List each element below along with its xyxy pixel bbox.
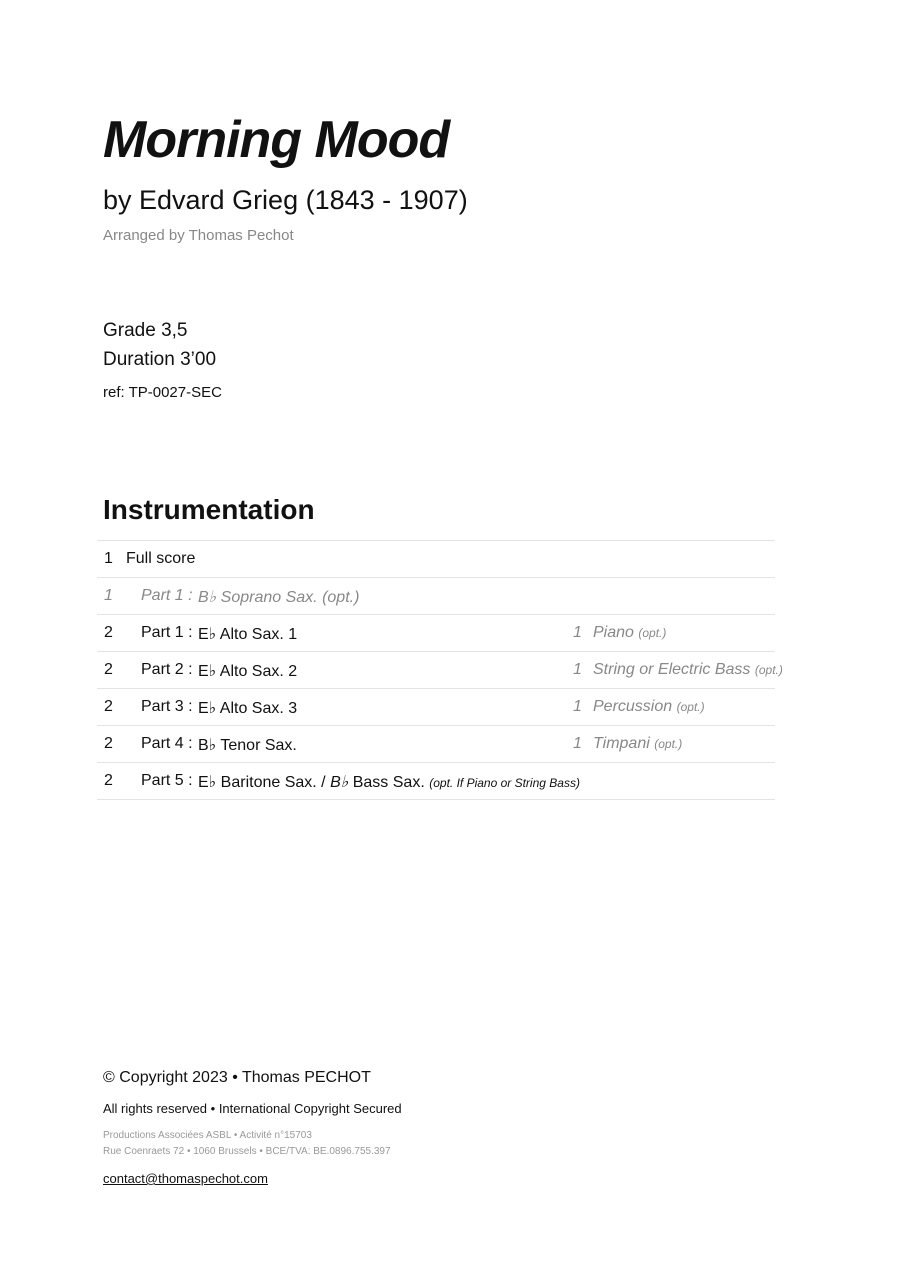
table-row-alto-sax-2 bbox=[97, 652, 783, 689]
rights-notice: All rights reserved • International Copyright Secured bbox=[103, 1101, 402, 1116]
table-row-full-score bbox=[97, 541, 775, 578]
table-row-tenor-sax bbox=[97, 726, 775, 763]
table-row-soprano-sax bbox=[97, 578, 775, 615]
table-row-baritone-sax bbox=[97, 763, 775, 800]
instrument-label: E♭ Alto Sax. 3 bbox=[198, 700, 298, 717]
grade: Grade 3,5 bbox=[103, 320, 188, 341]
part-label: Part 3 : bbox=[141, 698, 193, 715]
instrumentation-heading: Instrumentation bbox=[103, 494, 315, 525]
arranger-line: Arranged by Thomas Pechot bbox=[103, 227, 294, 244]
part-label: Part 2 : bbox=[141, 661, 193, 678]
quantity: 2 bbox=[104, 698, 113, 715]
quantity: 1 bbox=[104, 587, 113, 604]
contact-email-link[interactable]: contact@thomaspechot.com bbox=[103, 1171, 268, 1186]
quantity: 2 bbox=[104, 624, 113, 641]
instrumentation-table bbox=[97, 540, 783, 800]
table-row-alto-sax-3 bbox=[97, 689, 775, 726]
right-quantity: 1 bbox=[573, 661, 582, 678]
part-label: Part 1 : bbox=[141, 587, 193, 604]
instrument-label: E♭ Alto Sax. 2 bbox=[198, 663, 298, 680]
piece-title: Morning Mood bbox=[103, 111, 450, 169]
duration: Duration 3’00 bbox=[103, 349, 217, 370]
instrument-label: B♭ Soprano Sax. (opt.) bbox=[198, 589, 360, 606]
right-instrument: String or Electric Bass (opt.) bbox=[593, 661, 783, 678]
part-label: Part 1 : bbox=[141, 624, 193, 641]
instrument-label: B♭ Tenor Sax. bbox=[198, 737, 297, 754]
copyright-notice: © Copyright 2023 • Thomas PECHOT bbox=[103, 1069, 371, 1086]
right-quantity: 1 bbox=[573, 624, 582, 641]
right-instrument: Timpani (opt.) bbox=[593, 735, 683, 752]
right-instrument: Percussion (opt.) bbox=[593, 698, 705, 715]
instrument-label: E♭ Alto Sax. 1 bbox=[198, 626, 298, 643]
instrument-label: Full score bbox=[126, 550, 196, 567]
quantity: 2 bbox=[104, 772, 113, 789]
right-quantity: 1 bbox=[573, 735, 582, 752]
part-label: Part 4 : bbox=[141, 735, 193, 752]
right-instrument: Piano (opt.) bbox=[593, 624, 667, 641]
production-info-line-1: Productions Associées ASBL • Activité n°15703 bbox=[103, 1130, 312, 1141]
production-info-line-2: Rue Coenraets 72 • 1060 Brussels • BCE/TVA: BE.0896.755.397 bbox=[103, 1146, 391, 1157]
quantity: 1 bbox=[104, 550, 113, 567]
right-quantity: 1 bbox=[573, 698, 582, 715]
reference-code: ref: TP-0027-SEC bbox=[103, 384, 222, 401]
quantity: 2 bbox=[104, 661, 113, 678]
composer-line: by Edvard Grieg (1843 - 1907) bbox=[103, 185, 468, 215]
part-label: Part 5 : bbox=[141, 772, 193, 789]
quantity: 2 bbox=[104, 735, 113, 752]
table-row-alto-sax-1 bbox=[97, 615, 775, 652]
instrument-label: E♭ Baritone Sax. / B♭ Bass Sax. (opt. If Piano or String Bass) bbox=[198, 774, 580, 791]
